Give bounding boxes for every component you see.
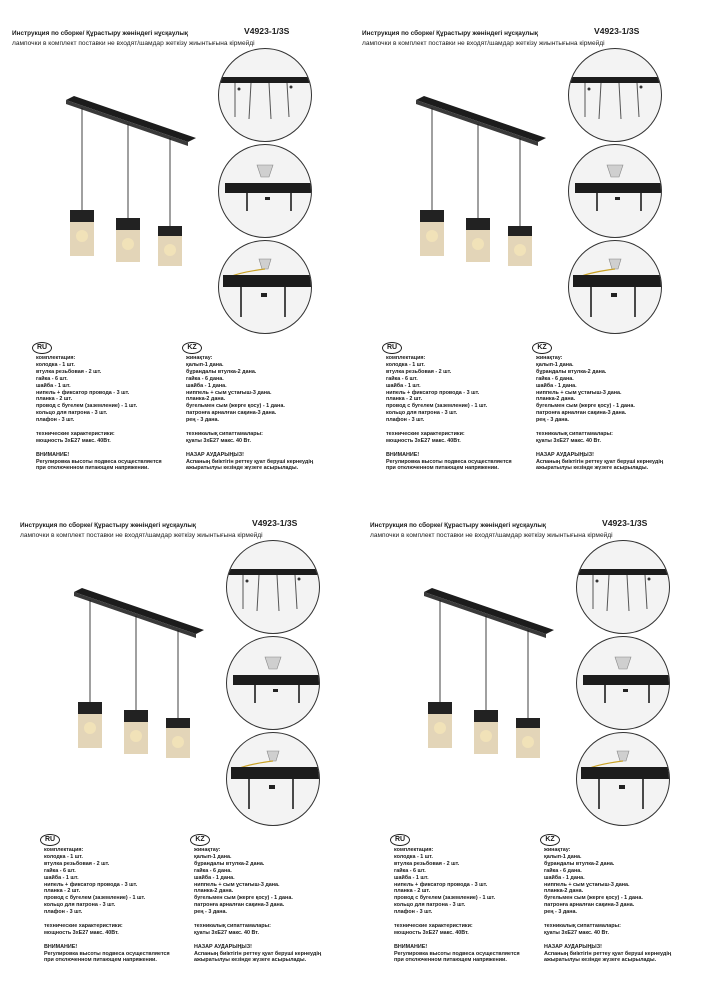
tech-value: қуаты 3хЕ27 макс. 40 Вт. [544, 929, 609, 936]
kit-item: бұрандалы втулка-2 дана. [536, 368, 607, 375]
kit-item: бугельмен сым (жерге қосу) - 1 дана. [536, 403, 635, 410]
shade-left [78, 702, 102, 748]
kit-item: плафон - 3 шт. [394, 909, 433, 916]
tech-header: техникалық сипаттамалары: [194, 922, 271, 929]
warning-header: ВНИМАНИЕ! [44, 943, 78, 950]
kit-item: колодка - 1 шт. [386, 361, 425, 368]
kit-item: втулка резьбовая - 2 шт. [36, 368, 102, 375]
kit-item: ниппель + сым ұстағыш-3 дана. [536, 389, 622, 396]
kit-item: рең - 3 дана. [536, 417, 570, 424]
kit-item: шайба - 1 шт. [386, 382, 421, 389]
kit-item: шайба - 1 шт. [36, 382, 71, 389]
bulbs-note: лампочки в комплект поставки не входят/шамдар жеткізу жиынтығына кірмейді [20, 532, 263, 539]
kit-item: втулка резьбовая - 2 шт. [44, 860, 110, 867]
kit-item: гайка - 6 шт. [394, 867, 426, 874]
shade-right [516, 718, 540, 758]
tech-header: технические характеристики: [44, 922, 123, 929]
kit-item: патронға арналған сақина-3 дана. [544, 902, 635, 909]
language-badge-kz: KZ [540, 834, 560, 846]
kit-item: рең - 3 дана. [194, 909, 228, 916]
kit-item: бұрандалы втулка-2 дана. [544, 860, 615, 867]
warning-header: ВНИМАНИЕ! [36, 451, 70, 458]
language-badge-kz: KZ [182, 342, 202, 354]
pendant-lamp-illustration [404, 584, 564, 764]
kit-item: бұрандалы втулка-2 дана. [186, 368, 257, 375]
instruction-title: Инструкция по сборке/ Құрастыру жөніндегі нұсқаулық [12, 30, 189, 37]
shade-left [70, 210, 94, 256]
ru-specs-block [36, 355, 186, 472]
kit-item: планка-2 дана. [186, 396, 226, 403]
pendant-lamp-illustration [396, 92, 556, 272]
kit-header: жинақтау: [186, 355, 213, 361]
kit-item: шайба - 1 шт. [44, 874, 79, 881]
ru-specs-block [394, 847, 544, 964]
tech-value: мощность 3хЕ27 макс. 40Вт. [36, 437, 111, 444]
canopy-detail-icon [568, 144, 662, 238]
kit-item: планка - 2 шт. [386, 396, 423, 403]
kit-item: нипель + фиксатор провода - 3 шт. [44, 881, 138, 888]
tech-value: қуаты 3хЕ27 макс. 40 Вт. [186, 437, 251, 444]
kit-header: комплектация: [386, 355, 426, 361]
kit-item: планка-2 дана. [544, 888, 584, 895]
instruction-title: Инструкция по сборке/ Құрастыру жөніндегі нұсқаулық [362, 30, 539, 37]
instruction-card-3 [14, 492, 364, 987]
kit-item: кольцо для патрона - 3 шт. [44, 902, 116, 909]
kit-item: провод с бугелем (заземление) - 1 шт. [36, 403, 138, 410]
language-badge-kz: KZ [190, 834, 210, 846]
kit-item: қалып-1 дана. [536, 361, 574, 368]
kit-item: планка - 2 шт. [44, 888, 81, 895]
shade-left [428, 702, 452, 748]
kit-item: қалып-1 дана. [194, 853, 232, 860]
instruction-card-1 [6, 0, 356, 495]
instruction-card-4 [364, 492, 707, 987]
warning-line: ажыратылуы кезінде жүзеге асырылады. [194, 957, 307, 964]
kit-item: шайба - 1 дана. [544, 874, 585, 881]
tech-header: технические характеристики: [386, 430, 465, 437]
kit-item: гайка - 6 дана. [536, 375, 574, 382]
kit-item: планка-2 дана. [536, 396, 576, 403]
warning-header: ВНИМАНИЕ! [394, 943, 428, 950]
instruction-title: Инструкция по сборке/ Құрастыру жөніндегі нұсқаулық [20, 522, 197, 529]
model-number: V4923-1/3S [244, 26, 290, 36]
kit-item: гайка - 6 дана. [544, 867, 582, 874]
warning-line: Аспаның биіктігін реттеу қуат беруші кернеудің [186, 458, 314, 465]
warning-line: ажыратылуы кезінде жүзеге асырылады. [186, 465, 299, 472]
warning-header: НАЗАР АУДАРЫҢЫЗ! [194, 943, 252, 950]
kit-item: шайба - 1 дана. [536, 382, 577, 389]
kit-item: гайка - 6 дана. [186, 375, 224, 382]
shade-right [166, 718, 190, 758]
bracket-detail-icon [226, 540, 320, 634]
instruction-title: Инструкция по сборке/ Құрастыру жөніндегі нұсқаулық [370, 522, 547, 529]
model-number: V4923-1/3S [594, 26, 640, 36]
kit-item: патронға арналған сақина-3 дана. [186, 410, 277, 417]
warning-line: Аспаның биіктігін реттеу қуат беруші кернеудің [536, 458, 664, 465]
kit-item: нипель + фиксатор провода - 3 шт. [386, 389, 480, 396]
kit-header: жинақтау: [536, 355, 563, 361]
kit-item: гайка - 6 шт. [386, 375, 418, 382]
ground-wire-detail-icon [568, 240, 662, 334]
warning-line: Регулировка высоты подвеса осуществляется [386, 458, 512, 465]
kit-item: патронға арналған сақина-3 дана. [194, 902, 285, 909]
kit-header: комплектация: [394, 847, 434, 853]
tech-header: технические характеристики: [394, 922, 473, 929]
warning-header: НАЗАР АУДАРЫҢЫЗ! [186, 451, 244, 458]
kit-header: комплектация: [36, 355, 76, 361]
kit-item: патронға арналған сақина-3 дана. [536, 410, 627, 417]
language-badge-ru: RU [382, 342, 402, 354]
warning-line: при отключенном питающем напряжении. [44, 957, 157, 964]
kit-item: нипель + фиксатор провода - 3 шт. [36, 389, 130, 396]
kit-item: втулка резьбовая - 2 шт. [394, 860, 460, 867]
tech-value: қуаты 3хЕ27 макс. 40 Вт. [536, 437, 601, 444]
language-badge-ru: RU [40, 834, 60, 846]
pendant-lamp-illustration [54, 584, 214, 764]
tech-value: мощность 3хЕ27 макс. 40Вт. [394, 929, 469, 936]
kit-item: втулка резьбовая - 2 шт. [386, 368, 452, 375]
ground-wire-detail-icon [576, 732, 670, 826]
warning-header: НАЗАР АУДАРЫҢЫЗ! [536, 451, 594, 458]
kit-item: планка-2 дана. [194, 888, 234, 895]
kit-item: колодка - 1 шт. [44, 853, 83, 860]
kit-item: ниппель + сым ұстағыш-3 дана. [186, 389, 272, 396]
shade-right [158, 226, 182, 266]
kz-specs-block [186, 355, 336, 472]
kit-item: кольцо для патрона - 3 шт. [36, 410, 108, 417]
kit-item: провод с бугелем (заземление) - 1 шт. [44, 895, 146, 902]
ground-wire-detail-icon [218, 240, 312, 334]
bulbs-note: лампочки в комплект поставки не входят/шамдар жеткізу жиынтығына кірмейді [370, 532, 613, 539]
kit-item: ниппель + сым ұстағыш-3 дана. [544, 881, 630, 888]
kit-header: комплектация: [44, 847, 84, 853]
kit-item: бұрандалы втулка-2 дана. [194, 860, 265, 867]
tech-value: мощность 3хЕ27 макс. 40Вт. [386, 437, 461, 444]
kit-item: кольцо для патрона - 3 шт. [394, 902, 466, 909]
kit-item: гайка - 6 дана. [194, 867, 232, 874]
kit-item: кольцо для патрона - 3 шт. [386, 410, 458, 417]
shade-middle [116, 218, 140, 262]
bulbs-note: лампочки в комплект поставки не входят/шамдар жеткізу жиынтығына кірмейді [362, 40, 605, 47]
kit-item: плафон - 3 шт. [36, 417, 75, 424]
canopy-detail-icon [218, 144, 312, 238]
kit-item: шайба - 1 шт. [394, 874, 429, 881]
warning-line: при отключенном питающем напряжении. [394, 957, 507, 964]
kit-header: жинақтау: [194, 847, 221, 853]
tech-header: техникалық сипаттамалары: [536, 430, 613, 437]
kit-item: бугельмен сым (жерге қосу) - 1 дана. [544, 895, 643, 902]
kit-item: рең - 3 дана. [544, 909, 578, 916]
canopy-detail-icon [226, 636, 320, 730]
kit-item: шайба - 1 дана. [186, 382, 227, 389]
warning-line: ажыратылуы кезінде жүзеге асырылады. [536, 465, 649, 472]
kit-item: ниппель + сым ұстағыш-3 дана. [194, 881, 280, 888]
shade-left [420, 210, 444, 256]
kit-item: плафон - 3 шт. [44, 909, 83, 916]
language-badge-ru: RU [390, 834, 410, 846]
kit-item: колодка - 1 шт. [36, 361, 75, 368]
warning-line: Аспаның биіктігін реттеу қуат беруші кернеудің [544, 950, 672, 957]
model-number: V4923-1/3S [602, 518, 648, 528]
kz-specs-block [194, 847, 344, 964]
kit-item: планка - 2 шт. [36, 396, 73, 403]
shade-right [508, 226, 532, 266]
canopy-detail-icon [576, 636, 670, 730]
kit-item: плафон - 3 шт. [386, 417, 425, 424]
tech-value: қуаты 3хЕ27 макс. 40 Вт. [194, 929, 259, 936]
warning-line: при отключенном питающем напряжении. [386, 465, 499, 472]
kit-item: қалып-1 дана. [544, 853, 582, 860]
kit-item: провод с бугелем (заземление) - 1 шт. [394, 895, 496, 902]
warning-header: ВНИМАНИЕ! [386, 451, 420, 458]
warning-line: Регулировка высоты подвеса осуществляется [394, 950, 520, 957]
shade-middle [466, 218, 490, 262]
language-badge-kz: KZ [532, 342, 552, 354]
warning-header: НАЗАР АУДАРЫҢЫЗ! [544, 943, 602, 950]
bracket-detail-icon [568, 48, 662, 142]
kit-header: жинақтау: [544, 847, 571, 853]
kit-item: колодка - 1 шт. [394, 853, 433, 860]
pendant-lamp-illustration [46, 92, 206, 272]
ru-specs-block [386, 355, 536, 472]
ground-wire-detail-icon [226, 732, 320, 826]
warning-line: при отключенном питающем напряжении. [36, 465, 149, 472]
instruction-card-2 [356, 0, 706, 495]
ru-specs-block [44, 847, 194, 964]
bulbs-note: лампочки в комплект поставки не входят/шамдар жеткізу жиынтығына кірмейді [12, 40, 255, 47]
kit-item: бугельмен сым (жерге қосу) - 1 дана. [186, 403, 285, 410]
kz-specs-block [544, 847, 694, 964]
language-badge-ru: RU [32, 342, 52, 354]
kit-item: бугельмен сым (жерге қосу) - 1 дана. [194, 895, 293, 902]
kit-item: планка - 2 шт. [394, 888, 431, 895]
tech-header: технические характеристики: [36, 430, 115, 437]
kz-specs-block [536, 355, 686, 472]
warning-line: Аспаның биіктігін реттеу қуат беруші кернеудің [194, 950, 322, 957]
kit-item: провод с бугелем (заземление) - 1 шт. [386, 403, 488, 410]
kit-item: гайка - 6 шт. [44, 867, 76, 874]
kit-item: рең - 3 дана. [186, 417, 220, 424]
kit-item: қалып-1 дана. [186, 361, 224, 368]
tech-header: техникалық сипаттамалары: [544, 922, 621, 929]
model-number: V4923-1/3S [252, 518, 298, 528]
shade-middle [124, 710, 148, 754]
tech-header: техникалық сипаттамалары: [186, 430, 263, 437]
kit-item: гайка - 6 шт. [36, 375, 68, 382]
bracket-detail-icon [218, 48, 312, 142]
warning-line: Регулировка высоты подвеса осуществляется [36, 458, 162, 465]
kit-item: шайба - 1 дана. [194, 874, 235, 881]
warning-line: Регулировка высоты подвеса осуществляется [44, 950, 170, 957]
bracket-detail-icon [576, 540, 670, 634]
shade-middle [474, 710, 498, 754]
warning-line: ажыратылуы кезінде жүзеге асырылады. [544, 957, 657, 964]
kit-item: нипель + фиксатор провода - 3 шт. [394, 881, 488, 888]
tech-value: мощность 3хЕ27 макс. 40Вт. [44, 929, 119, 936]
